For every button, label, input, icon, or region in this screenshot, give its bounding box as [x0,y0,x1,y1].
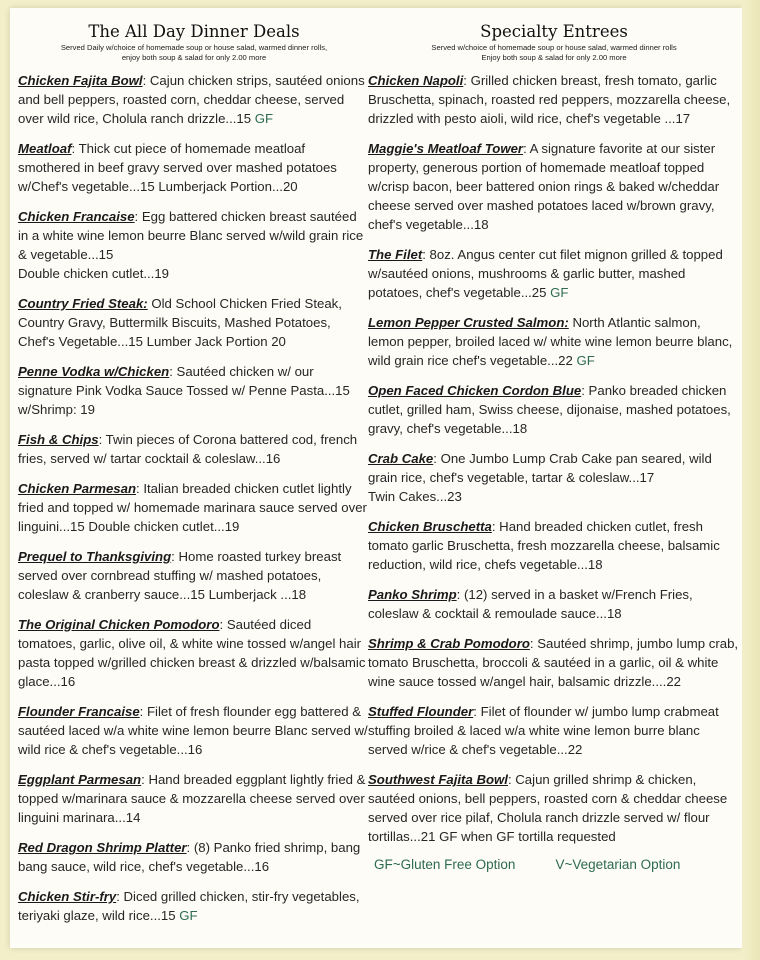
dietary-legend [368,857,740,872]
menu-item-lemon-pepper-salmon: Lemon Pepper Crusted Salmon: North Atlantic salmon, lemon pepper, broiled laced w/ white wine lemon beurre blanc, wild grain rice chef's vegetable...22 GF [368,315,733,368]
menu-item-chicken-francaise: Chicken Francaise: Egg battered chicken breast sautéed in a white wine lemon beurre Blanc served w/wild grain rice & vegetable...15 Double chicken cutlet...19 [18,209,364,281]
menu-item-stuffed-flounder: Stuffed Flounder: Filet of flounder w/ jumbo lump crabmeat stuffing broiled & laced w/a white wine lemon burre blanc served w/rice & chef's vegetable...22 [368,704,719,757]
menu-item-meatloaf-tower: Maggie's Meatloaf Tower: A signature favorite at our sister property, generous portion of homemade meatloaf topped w/crisp bacon, beer battered onion rings & baked w/cheddar cheese served over mashed potatoes laced w/brown gravy, chef's vegetable...18 [368,141,720,232]
specialty-entrees-subtitle: Served w/choice of homemade soup or house salad, warmed dinner rolls Enjoy both soup & salad for only 2.00 more [431,43,677,62]
menu-item-flounder-francaise: Flounder Francaise: Filet of fresh flounder egg battered & sautéed laced w/a white wine lemon beurre Blanc served w/ wild rice & chef's vegetable...16 [18,704,368,757]
menu-item-eggplant-parmesan: Eggplant Parmesan: Hand breaded eggplant lightly fried & topped w/marinara sauce & mozzarella cheese served over linguini marinara...14 [18,772,366,825]
menu-item-shrimp-crab-pomodoro: Shrimp & Crab Pomodoro: Sautéed shrimp, jumbo lump crab, tomato Bruschetta, broccoli & sautéed in a garlic, oil & white wine sauce tossed w/angel hair, balsamic drizzle....22 [368,636,739,689]
dinner-deals-title: The All Day Dinner Deals [88,22,300,41]
gluten-free-legend: GF~Gluten Free Option [374,857,516,872]
specialty-entrees-column [368,18,740,872]
specialty-entrees-title: Specialty Entrees [480,22,628,41]
menu-item-prequel-to-thanksgiving: Prequel to Thanksgiving: Home roasted turkey breast served over cornbread stuffing w/ mashed potatoes, coleslaw & cranberry sauce...15 Lumberjack ...18 [18,549,342,602]
menu-item-the-filet: The Filet: 8oz. Angus center cut filet mignon grilled & topped w/sautéed onions, mushrooms & garlic butter, mashed potatoes, chef's vegetable...25 GF [368,247,723,300]
menu-item-chicken-stir-fry: Chicken Stir-fry: Diced grilled chicken, stir-fry vegetables, teriyaki glaze, wild rice...15 GF [18,889,360,923]
menu-item-southwest-fajita-bowl: Southwest Fajita Bowl: Cajun grilled shrimp & chicken, sautéed onions, bell peppers, roasted corn & cheddar cheese served over rice pilaf, Cholula ranch drizzle served w/ flour tortillas...21 GF when GF tortilla requested [368,772,728,844]
menu-item-fish-and-chips: Fish & Chips: Twin pieces of Corona battered cod, french fries, served w/ tartar cocktail & coleslaw...16 [18,432,358,466]
gluten-free-tag: GF [576,353,595,368]
menu-item-chicken-parmesan: Chicken Parmesan: Italian breaded chicken cutlet lightly fried and topped w/ homemade marinara sauce served over linguini...15 Double chicken cutlet...19 [18,481,367,534]
menu-page [10,8,742,948]
page-edge-shadow [742,0,760,960]
gluten-free-tag: GF [179,908,198,923]
menu-item-chicken-napoli: Chicken Napoli: Grilled chicken breast, fresh tomato, garlic Bruschetta, spinach, roasted red peppers, mozzarella cheese, drizzled with pesto aioli, wild rice, chef's vegetable ...17 [368,73,731,126]
menu-item-chicken-fajita-bowl: Chicken Fajita Bowl: Cajun chicken strips, sautéed onions and bell peppers, roasted corn, cheddar cheese, served over wild rice, Cholula ranch drizzle...15 GF [18,73,365,126]
menu-item-chicken-pomodoro: The Original Chicken Pomodoro: Sautéed diced tomatoes, garlic, olive oil, & white wine tossed w/angel hair pasta topped w/grilled chicken breast & drizzled w/balsamic glace...16 [18,617,366,689]
gluten-free-tag: GF [550,285,569,300]
menu-item-country-fried-steak: Country Fried Steak: Old School Chicken Fried Steak, Country Gravy, Buttermilk Biscuits, Mashed Potatoes, Chef's Vegetable...15 Lumber Jack Portion 20 [18,296,342,349]
menu-item-crab-cake: Crab Cake: One Jumbo Lump Crab Cake pan seared, wild grain rice, chef's vegetable, tartar & coleslaw...17 Twin Cakes...23 [368,451,712,504]
menu-item-chicken-cordon-blue: Open Faced Chicken Cordon Blue: Panko breaded chicken cutlet, grilled ham, Swiss cheese, dijonaise, mashed potatoes, gravy, chef's vegetable...18 [368,383,731,436]
menu-item-meatloaf: Meatloaf: Thick cut piece of homemade meatloaf smothered in beef gravy served over mashed potatoes w/Chef's vegetable...15 Lumberjack Portion...20 [18,141,337,194]
menu-item-red-dragon-shrimp: Red Dragon Shrimp Platter: (8) Panko fried shrimp, bang bang sauce, wild rice, chef's vegetable...16 [18,840,361,874]
gluten-free-tag: GF [254,111,274,126]
vegetarian-legend: V~Vegetarian Option [555,857,681,872]
menu-item-penne-vodka: Penne Vodka w/Chicken: Sautéed chicken w/ our signature Pink Vodka Sauce Tossed w/ Penne Pasta...15 w/Shrimp: 19 [18,364,350,417]
menu-item-chicken-bruschetta: Chicken Bruschetta: Hand breaded chicken cutlet, fresh tomato garlic Bruschetta, fresh mozzarella cheese, balsamic reduction, wild rice, chefs vegetable...18 [368,519,720,572]
dinner-deals-column [18,18,370,936]
menu-item-panko-shrimp: Panko Shrimp: (12) served in a basket w/French Fries, coleslaw & cocktail & remoulade sauce...18 [368,587,693,621]
dinner-deals-subtitle: Served Daily w/choice of homemade soup or house salad, warmed dinner rolls, enjoy both soup & salad for only 2.00 more [60,43,328,62]
